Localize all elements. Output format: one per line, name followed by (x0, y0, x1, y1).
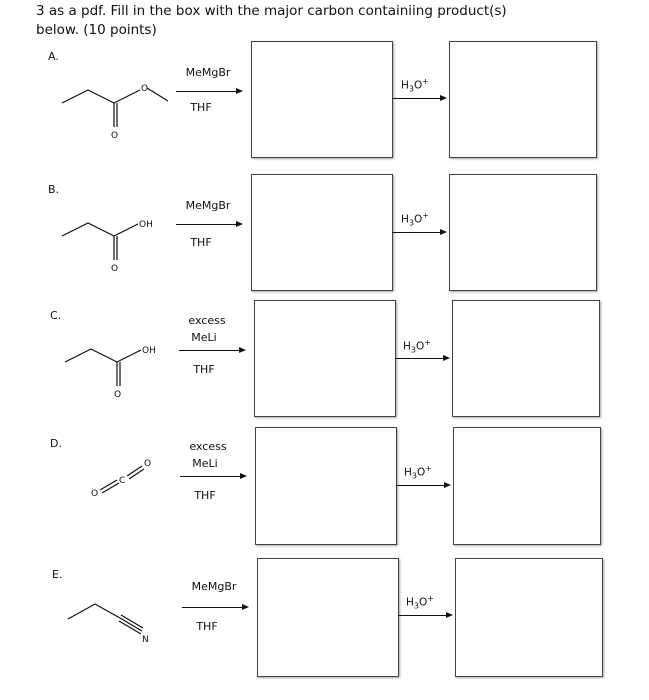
problem-a-reagent: MeMgBr (185, 66, 231, 79)
problem-e-final-box[interactable] (455, 558, 603, 677)
problem-d-reagent: excess (189, 440, 227, 453)
problem-d-solvent: THF (194, 489, 216, 502)
problem-b-arrow (176, 224, 236, 225)
problem-c-workup-arrow (395, 358, 443, 359)
problem-c-solvent: THF (193, 363, 215, 376)
structure-a-ester (62, 88, 168, 127)
problem-d-product-box[interactable] (255, 427, 397, 545)
problem-c-label: C. (50, 309, 62, 322)
problem-a-arrowhead (236, 88, 243, 94)
problem-d-arrow (180, 476, 240, 477)
problem-a-workup: $H_3O^+$ (401, 77, 429, 94)
problem-c-product-box[interactable] (254, 300, 396, 417)
problem-b-arrowhead (236, 221, 243, 227)
problem-a-workup-arrowhead (440, 95, 447, 101)
structure-b-acid (62, 223, 138, 260)
problem-b-workup-arrow (392, 232, 440, 233)
problem-b-label: B. (48, 183, 60, 196)
problem-a-label: A. (48, 50, 59, 63)
problem-a-arrow (176, 91, 236, 92)
atom-e-nitrogen: N (142, 635, 149, 645)
atom-d-carbon: C (119, 476, 126, 486)
problem-a-workup-arrow (392, 98, 440, 99)
atom-b-hydroxyl: OH (139, 220, 153, 230)
problem-b-solvent: THF (190, 236, 212, 249)
problem-b-workup: $H_3O^+$ (401, 211, 429, 228)
question-line-2: below. (10 points) (36, 22, 157, 38)
problem-d-label: D. (50, 437, 62, 450)
problem-c-reagent-2: MeLi (191, 331, 217, 344)
problem-e-product-box[interactable] (257, 558, 399, 677)
atom-c-carbonyl-oxygen: O (114, 390, 122, 400)
atom-a-ring-oxygen: O (141, 84, 149, 94)
atom-d-oxygen-right: O (144, 459, 152, 469)
problem-d-workup: $H_3O^+$ (404, 464, 432, 481)
problem-c-workup: $H_3O^+$ (403, 338, 431, 355)
problem-d-final-box[interactable] (453, 427, 601, 545)
problem-e-arrowhead (242, 604, 249, 610)
problem-d-arrowhead (240, 473, 247, 479)
problem-b-reagent: MeMgBr (185, 199, 231, 212)
problem-e-solvent: THF (196, 620, 218, 633)
problem-b-product-box[interactable] (251, 174, 393, 291)
problem-a-product-box[interactable] (251, 41, 393, 158)
atom-a-carbonyl-oxygen: O (111, 131, 119, 141)
atom-d-oxygen-left: O (91, 489, 99, 499)
problem-c-arrowhead (239, 347, 246, 353)
question-line-1: 3 as a pdf. Fill in the box with the major carbon containiing product(s) (36, 3, 507, 19)
problem-a-solvent: THF (190, 101, 212, 114)
problem-c-reagent: excess (188, 314, 226, 327)
problem-b-workup-arrowhead (440, 229, 447, 235)
problem-c-final-box[interactable] (452, 300, 600, 417)
problem-e-workup-arrowhead (446, 612, 453, 618)
atom-b-carbonyl-oxygen: O (111, 264, 119, 274)
problem-b-final-box[interactable] (449, 174, 597, 291)
problem-e-reagent: MeMgBr (191, 580, 237, 593)
problem-e-label: E. (52, 568, 63, 581)
problem-c-arrow (179, 350, 239, 351)
problem-e-workup: $H_3O^+$ (406, 594, 434, 611)
problem-e-arrow (182, 607, 242, 608)
problem-d-workup-arrowhead (444, 482, 451, 488)
problem-c-workup-arrowhead (443, 355, 450, 361)
structure-c-acid (65, 349, 141, 386)
problem-d-reagent-2: MeLi (192, 457, 218, 470)
problem-d-workup-arrow (396, 485, 444, 486)
structure-e-nitrile (68, 604, 143, 634)
atom-c-hydroxyl: OH (142, 346, 156, 356)
problem-a-final-box[interactable] (449, 41, 597, 158)
problem-e-workup-arrow (398, 615, 446, 616)
